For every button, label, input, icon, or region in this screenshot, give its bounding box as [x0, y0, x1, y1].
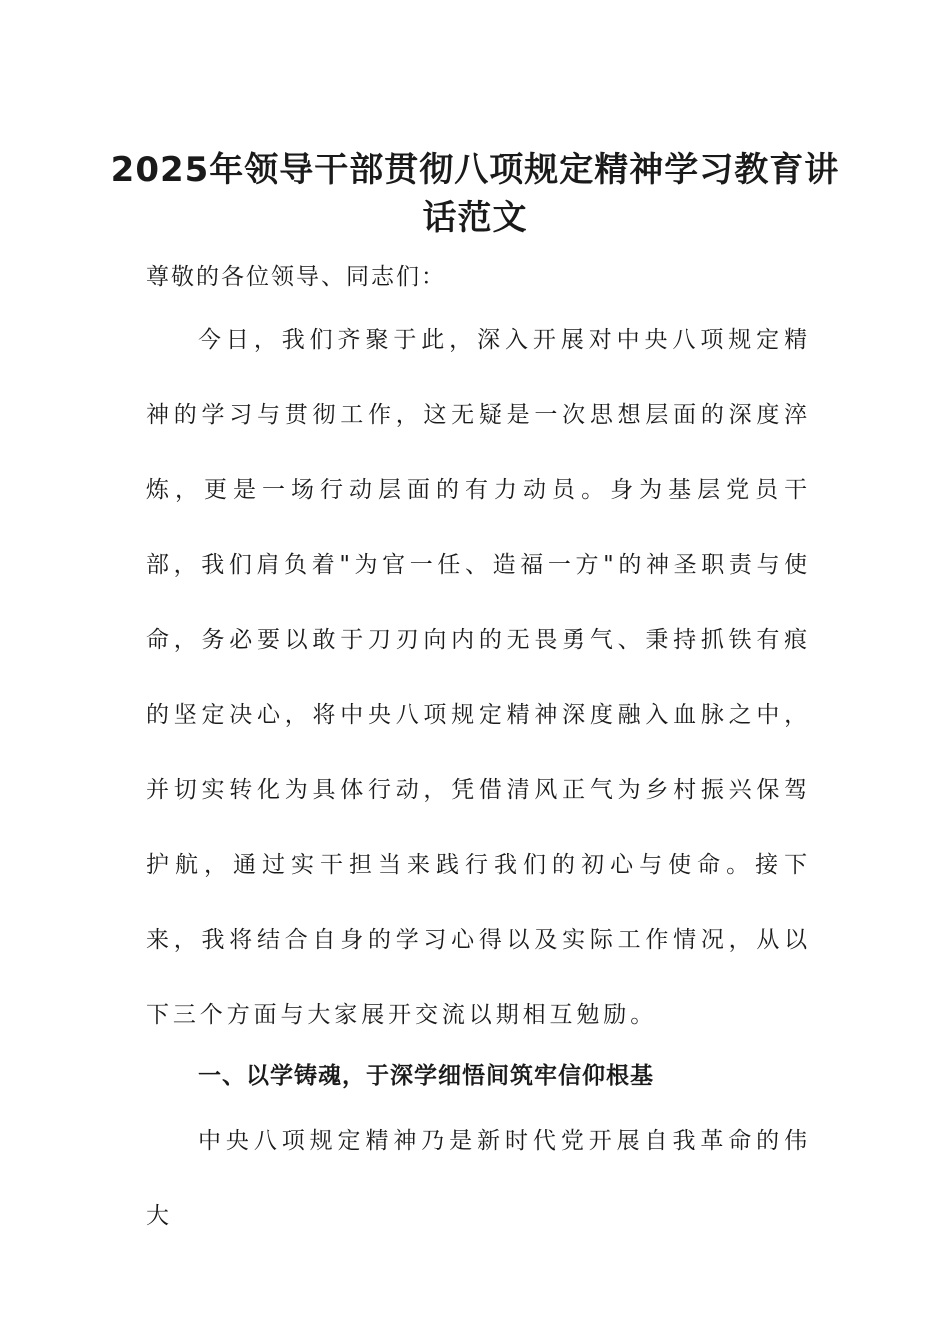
document-title: 2025年领导干部贯彻八项规定精神学习教育讲话范文: [110, 150, 840, 238]
section-1-paragraph: 中央八项规定精神乃是新时代党开展自我革命的伟大: [146, 1128, 811, 1229]
salutation: 尊敬的各位领导、同志们：: [146, 264, 446, 290]
intro-paragraph: 今日，我们齐聚于此，深入开展对中央八项规定精神的学习与贯彻工作，这无疑是一次思想层面的深度淬炼，更是一场行动层面的有力动员。身为基层党员干部，我们肩负着"为官一任、造福一方"的神圣职责与使命，务必要以敢于刀刃向内的无畏勇气、秉持抓铁有痕的坚定决心，将中央八项规定精神深度融入血脉之中，并切实转化为具体行动，凭借清风正气为乡村振兴保驾护航，通过实干担当来践行我们的初心与使命。接下来，我将结合自身的学习心得以及实际工作情况，从以下三个方面与大家展开交流以期相互勉励。: [146, 327, 811, 1028]
section-heading-1: 一、以学铸魂，于深学细悟间筑牢信仰根基: [198, 1063, 654, 1089]
